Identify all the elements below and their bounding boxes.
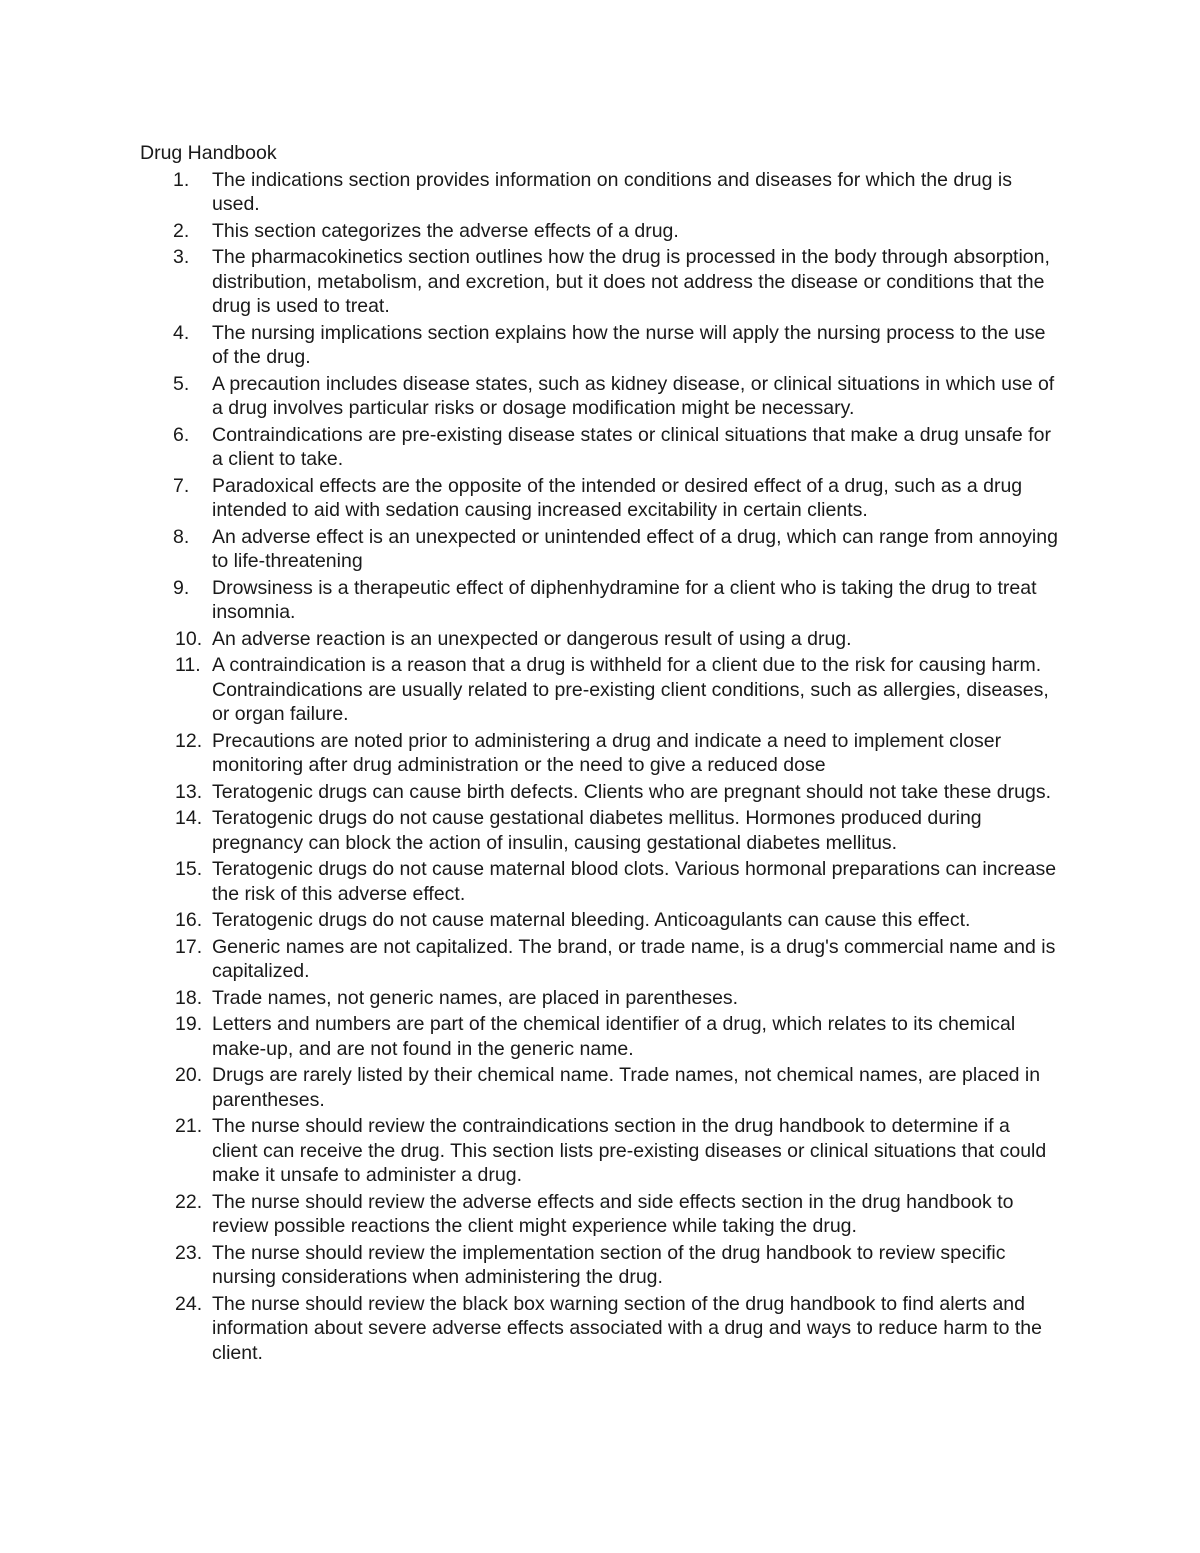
- list-item-text: Letters and numbers are part of the chemical identifier of a drug, which relates to its chemical make-up, and are not found in the generic name.: [212, 1013, 1016, 1060]
- numbered-list: [140, 168, 1060, 1366]
- list-item-text: Paradoxical effects are the opposite of the intended or desired effect of a drug, such as a drug intended to aid with sedation causing increased excitability in certain clients.: [212, 474, 1023, 521]
- document-content: [140, 141, 1060, 1365]
- list-item-text: The nurse should review the contraindications section in the drug handbook to determine if a client can receive the drug. This section lists pre-existing diseases or clinical situations that could make it unsafe to administer a drug.: [212, 1115, 1047, 1186]
- list-item-text: A contraindication is a reason that a drug is withheld for a client due to the risk for causing harm. Contraindications are usually related to pre-existing client conditions, such as allergies, diseases, or organ failure.: [212, 654, 1049, 725]
- list-item-number: 11.: [175, 654, 201, 676]
- list-item: [140, 653, 1060, 727]
- list-item: [140, 1241, 1060, 1290]
- list-item-number: 1.: [173, 168, 190, 191]
- list-item-text: This section categorizes the adverse effects of a drug.: [212, 219, 679, 242]
- list-item-number: 5.: [173, 372, 190, 395]
- list-item: [140, 780, 1060, 805]
- list-item-text: Teratogenic drugs do not cause gestational diabetes mellitus. Hormones produced during pregnancy can block the action of insulin, causing gestational diabetes mellitus.: [212, 807, 982, 854]
- list-item-number: 21.: [175, 1115, 203, 1137]
- list-item-text: Teratogenic drugs do not cause maternal bleeding. Anticoagulants can cause this effect.: [212, 909, 971, 931]
- list-item: [140, 1063, 1060, 1112]
- list-item-number: 18.: [175, 986, 203, 1009]
- list-item: [140, 627, 1060, 652]
- list-item: [140, 729, 1060, 778]
- list-item-text: The pharmacokinetics section outlines how the drug is processed in the body through absorption, distribution, metabolism, and excretion, but it does not address the disease or conditions that the drug is used to treat.: [212, 246, 1050, 317]
- list-item-number: 8.: [173, 525, 190, 548]
- list-item: [140, 245, 1060, 319]
- list-item-number: 19.: [175, 1013, 203, 1035]
- list-item-text: The indications section provides information on conditions and diseases for which the drug is used.: [212, 168, 1012, 215]
- list-item-number: 4.: [173, 321, 190, 344]
- list-item: [140, 372, 1060, 421]
- list-item-number: 14.: [175, 807, 203, 829]
- list-item: [140, 168, 1060, 217]
- list-item: [140, 1114, 1060, 1188]
- list-item-text: Teratogenic drugs can cause birth defects. Clients who are pregnant should not take these drugs.: [212, 780, 1052, 803]
- list-item-text: A precaution includes disease states, such as kidney disease, or clinical situations in which use of a drug involves particular risks or dosage modification might be necessary.: [212, 372, 1055, 419]
- list-item: [140, 321, 1060, 370]
- list-item-number: 6.: [173, 423, 190, 446]
- list-item-text: An adverse effect is an unexpected or unintended effect of a drug, which can range from annoying to life-threatening: [212, 525, 1058, 572]
- list-item-number: 15.: [175, 858, 203, 880]
- list-item-text: An adverse reaction is an unexpected or dangerous result of using a drug.: [212, 627, 852, 650]
- list-item-number: 22.: [175, 1190, 203, 1213]
- list-item: [140, 1190, 1060, 1239]
- list-item: [140, 806, 1060, 855]
- list-item-number: 2.: [173, 219, 190, 242]
- list-item: [140, 935, 1060, 984]
- list-item-number: 3.: [173, 246, 190, 268]
- document-title: Drug Handbook: [140, 142, 277, 164]
- list-item-text: Trade names, not generic names, are placed in parentheses.: [212, 986, 739, 1009]
- list-item-text: The nurse should review the adverse effects and side effects section in the drug handbook to review possible reactions the client might experience while taking the drug.: [212, 1190, 1014, 1237]
- list-item: [140, 1292, 1060, 1366]
- list-item-number: 7.: [173, 474, 190, 497]
- list-item: [140, 1012, 1060, 1061]
- list-item-number: 20.: [175, 1064, 203, 1086]
- list-item-number: 23.: [175, 1241, 203, 1264]
- list-item: [140, 423, 1060, 472]
- list-item-text: The nursing implications section explains how the nurse will apply the nursing process to the use of the drug.: [212, 321, 1046, 368]
- list-item-number: 13.: [175, 780, 203, 803]
- list-item-text: Contraindications are pre-existing disease states or clinical situations that make a drug unsafe for a client to take.: [212, 423, 1051, 470]
- list-item: [140, 525, 1060, 574]
- list-item-text: Teratogenic drugs do not cause maternal blood clots. Various hormonal preparations can increase the risk of this adverse effect.: [212, 858, 1057, 905]
- list-item-text: The nurse should review the black box warning section of the drug handbook to find alerts and information about severe adverse effects associated with a drug and ways to reduce harm to the client.: [212, 1292, 1042, 1364]
- list-item: [140, 986, 1060, 1011]
- list-item-number: 24.: [175, 1292, 203, 1315]
- list-item: [140, 908, 1060, 933]
- list-item-text: Generic names are not capitalized. The brand, or trade name, is a drug's commercial name and is capitalized.: [212, 935, 1056, 982]
- list-item-number: 9.: [173, 576, 190, 599]
- list-item-number: 12.: [175, 729, 203, 752]
- list-item-text: Drowsiness is a therapeutic effect of diphenhydramine for a client who is taking the drug to treat insomnia.: [212, 576, 1037, 623]
- list-item-text: Precautions are noted prior to administering a drug and indicate a need to implement closer monitoring after drug administration or the need to give a reduced dose: [212, 729, 1002, 776]
- list-item: [140, 474, 1060, 523]
- list-item-text: The nurse should review the implementation section of the drug handbook to review specific nursing considerations when administering the drug.: [212, 1241, 1006, 1288]
- list-item-number: 10.: [175, 627, 203, 650]
- list-item: [140, 576, 1060, 625]
- list-item: [140, 219, 1060, 244]
- list-item: [140, 857, 1060, 906]
- list-item-number: 17.: [175, 935, 203, 958]
- list-item-number: 16.: [175, 909, 203, 931]
- list-item-text: Drugs are rarely listed by their chemical name. Trade names, not chemical names, are placed in parentheses.: [212, 1064, 1041, 1111]
